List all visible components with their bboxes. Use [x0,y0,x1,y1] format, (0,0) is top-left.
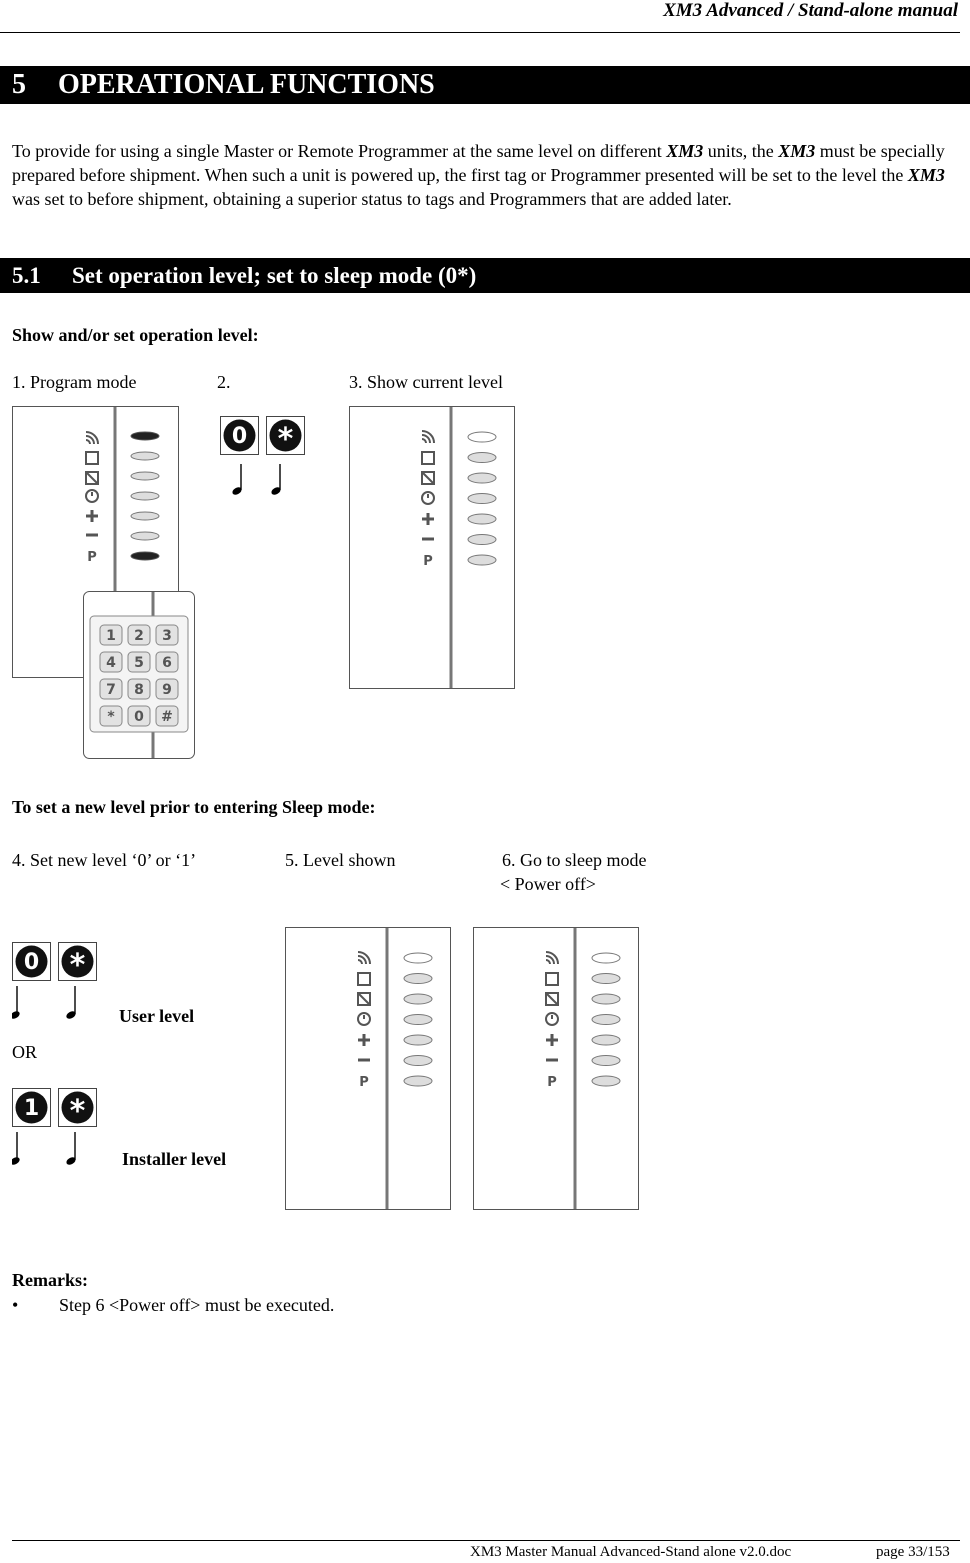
remote-keypad-programmer [84,592,195,759]
intro-product-1: XM3 [666,141,704,161]
intro-product-2: XM3 [778,141,816,161]
intro-text-1: To provide for using a single Master or Remote Programmer at the same level on different [12,141,667,161]
keypad-key-label: * [107,709,115,725]
section-number: 5 [12,69,26,100]
keypad-key-label: # [161,709,173,725]
step-4-label: 4. Set new level ‘0’ or ‘1’ [12,850,197,870]
device-current-level-illustration [349,406,515,689]
or-label: OR [12,1042,38,1062]
status-led [404,1035,432,1045]
intro-text-2: units, the [703,141,779,161]
key-star-label: * [277,422,294,457]
key-zero-label: 0 [231,424,248,449]
subsection-title: Set operation level; set to sleep mode (0*) [72,263,477,288]
bullet-icon: • [12,1295,19,1315]
step-1-label: 1. Program mode [12,372,137,392]
step-3-label: 3. Show current level [349,372,503,392]
status-led [468,453,496,463]
status-led [468,473,496,483]
subsection-heading [0,258,970,293]
svg-text:P: P [423,554,433,569]
status-led [592,953,620,963]
device-level-shown-illustration [285,927,451,1210]
footer-document-name: XM3 Master Manual Advanced-Stand alone v2.0.doc [470,1544,792,1560]
status-led [468,514,496,524]
status-led [404,1076,432,1086]
intro-text-4: was set to before shipment, obtaining a superior status to tags and Programmers that are added later. [12,189,732,209]
key-zero-label: 0 [23,950,40,975]
press-note-icon [12,1156,21,1167]
status-led [404,974,432,984]
footer-page-number: page 33/153 [876,1544,950,1560]
status-led [468,432,496,442]
status-led [404,1056,432,1066]
installer-level-label: Installer level [122,1149,227,1169]
status-led [592,1056,620,1066]
svg-text:P: P [87,550,97,565]
step-2-keys-0-star [220,416,312,498]
device-sleep-mode-illustration [473,927,639,1210]
status-led [592,994,620,1004]
section-title: OPERATIONAL FUNCTIONS [58,69,435,100]
document-header-title: XM3 Advanced / Stand-alone manual [663,0,958,21]
status-led [592,1076,620,1086]
key-star-label: * [69,948,86,983]
keypad-key-label: 0 [134,709,144,725]
press-note-icon [12,1010,21,1021]
section-heading [0,66,970,104]
step-4-keys-1-star [12,1088,104,1170]
user-level-label: User level [119,1006,195,1026]
step-5-label: 5. Level shown [285,850,396,870]
key-one-label: 1 [23,1096,40,1121]
status-led [468,494,496,504]
keypad-key-label: 8 [134,682,144,698]
svg-text:P: P [547,1075,557,1090]
keypad-key-label: 7 [106,682,116,698]
status-led [592,974,620,984]
keypad-key-label: 1 [106,628,116,644]
subsection-number: 5.1 [12,263,41,288]
footer-rule [12,1540,960,1541]
device-program-mode-illustration [12,406,198,761]
keypad-key-label: 5 [134,655,144,671]
new-level-heading: To set a new level prior to entering Sleep mode: [12,797,376,817]
keypad-key-label: 2 [134,628,144,644]
intro-paragraph [12,139,957,211]
keypad-key-label: 9 [162,682,172,698]
status-led [404,953,432,963]
remarks-heading: Remarks: [12,1270,88,1290]
keypad-key-label: 4 [106,655,116,671]
remark-text: Step 6 <Power off> must be executed. [59,1295,335,1315]
step-6-sub-label: < Power off> [500,874,596,894]
svg-text:P: P [359,1075,369,1090]
remark-item [12,1293,912,1317]
status-led [404,994,432,1004]
step-6-label: 6. Go to sleep mode [502,850,647,870]
key-star-label: * [69,1094,86,1129]
intro-product-3: XM3 [907,165,945,185]
status-led [468,535,496,545]
show-set-heading: Show and/or set operation level: [12,325,259,345]
status-led [404,1015,432,1025]
status-led [592,1035,620,1045]
remarks-list [12,1293,912,1317]
status-led [468,555,496,565]
step-2-label: 2. [217,372,231,392]
step-4-keys-0-star [12,942,104,1024]
intro-text-3: must be specially prepared before shipment. When such a unit is powered up, the first tag or Programmer presented will be set to the level the [12,141,945,185]
status-led [592,1015,620,1025]
keypad-key-label: 6 [162,655,172,671]
keypad-key-label: 3 [162,628,172,644]
header-rule [0,32,960,33]
